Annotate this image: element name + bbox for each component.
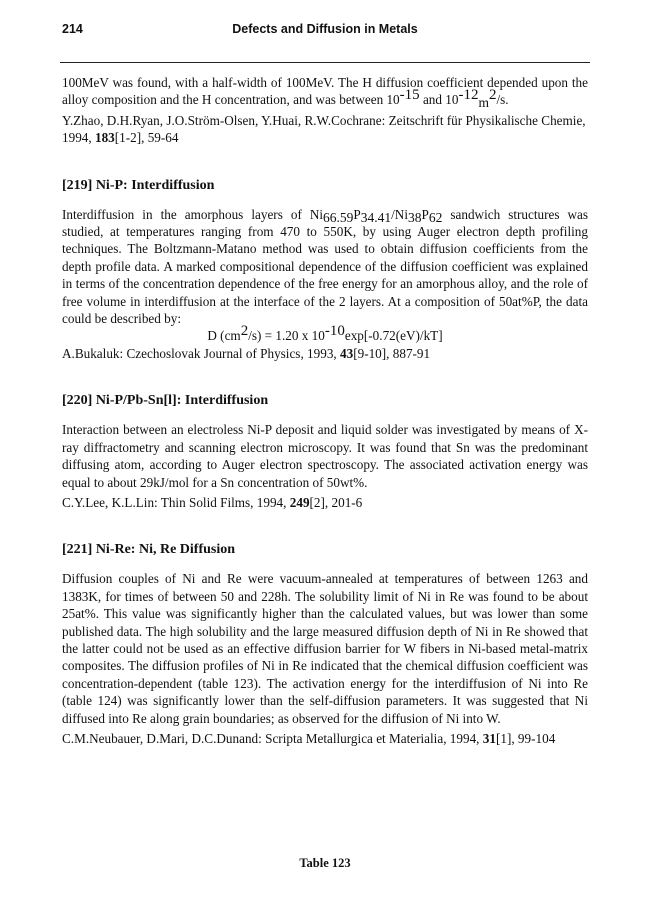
citation: A.Bukaluk: Czechoslovak Journal of Physics, 1993, 43[9-10], 887-91	[62, 345, 431, 361]
entry-heading-221: [221] Ni-Re: Ni, Re Diffusion	[62, 542, 236, 558]
page-body	[62, 74, 588, 747]
entry-text-219: Interdiffusion in the amorphous layers of $Ni_{66.59}P_{34.41}/Ni_{38}P_{62}$ sandwich structures was studied, at temperatures ranging from 470 to 550K, by using Auger electron depth profiling techniques. The Boltzmann-Matano method was used to obtain diffusion coefficients from the depth profile data. A marked compositional dependence of the diffusion coefficient was explained in terms of the concentration dependence of the free energy for an amorphous alloy, and the role of free volume in interdiffusion at the interface of the 2 layers. At a composition of 50at%P, the data could be described by:	[62, 206, 588, 327]
citation: C.M.Neubauer, D.Mari, D.C.Dunand: Scripta Metallurgica et Materialia, 1994, 31[1], 99-104	[62, 730, 556, 746]
citation: Y.Zhao, D.H.Ryan, J.O.Ström-Olsen, Y.Huai, R.W.Cochrane: Zeitschrift für Physikalische Chemie, 1994, 183[1-2], 59-64	[62, 112, 586, 146]
page-number: 214	[62, 22, 83, 36]
header-rule	[60, 62, 590, 63]
citation: C.Y.Lee, K.L.Lin: Thin Solid Films, 1994, 249[2], 201-6	[62, 494, 363, 510]
entry-text-221: Diffusion couples of Ni and Re were vacuum-annealed at temperatures of between 1263 and 1383K, for times of between 50 and 228h. The solubility limit of Ni in Re was found to be about 25at%. This value was significantly higher than the calculated values, but was lower than some published data. The high solubility and the large measured diffusion depth of Ni in Re showed that the latter could not be used as an effective diffusion barrier for W fibers in Ni-based metal-matrix composites. The diffusion profiles of Ni in Re indicated that the chemical diffusion coefficient was concentration-dependent (table 123). The activation energy for the interdiffusion of Ni into Re (table 124) was significantly lower than the self-diffusion parameters. It was suggested that Ni diffused into Re along grain boundaries; as observed for the diffusion of Ni into W.	[62, 571, 588, 726]
table-caption: Table 123	[299, 856, 351, 870]
entry-heading-219: [219] Ni-P: Interdiffusion	[62, 177, 215, 193]
running-header	[62, 22, 588, 42]
continued-paragraph: 100MeV was found, with a half-width of 100MeV. The H diffusion coefficient depended upon the alloy composition and the H concentration, and was between $10^{-15}$ and $10^{-12}_m^2/s$.	[62, 75, 588, 111]
running-title: Defects and Diffusion in Metals	[232, 22, 418, 36]
diffusion-equation: D $(cm^2/s) = 1.20$ x $10^{-10}\exp[-0.72(eV)/kT]$	[207, 323, 443, 344]
entry-heading-220: [220] Ni-P/Pb-Sn[l]: Interdiffusion	[62, 393, 269, 409]
entry-text-220: Interaction between an electroless Ni-P deposit and liquid solder was investigated by means of X-ray diffractometry and scanning electron microscopy. It was found that Sn was the predominant diffusing atom, according to Auger electron spectroscopy. The associated activation energy was equal to about 29kJ/mol for a Sn concentration of 50wt%.	[62, 422, 588, 490]
